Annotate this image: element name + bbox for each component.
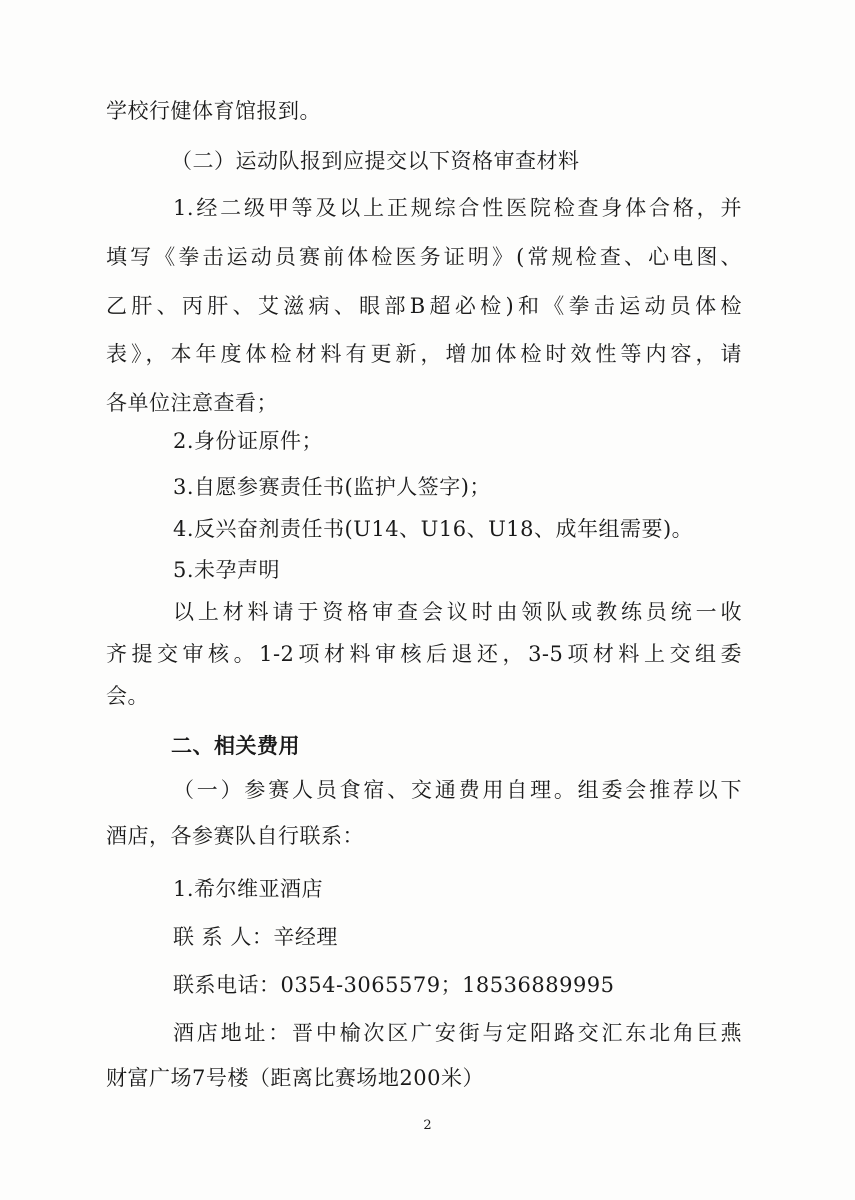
expense-paragraph-line-1: （一）参赛人员食宿、交通费用自理。组委会推荐以下 — [173, 778, 742, 802]
list-item-2: 2.身份证原件； — [173, 429, 324, 453]
page-number: 2 — [423, 1118, 432, 1133]
hotel-address-line-2: 财富广场7号楼（距离比赛场地200米） — [106, 1066, 484, 1090]
hotel-address-line-1: 酒店地址：晋中榆次区广安街与定阳路交汇东北角巨燕 — [173, 1021, 742, 1045]
submission-note-line-3: 会。 — [106, 684, 149, 708]
paragraph-line-1: 学校行健体育馆报到。 — [106, 99, 321, 123]
section-heading-2-2: （二）运动队报到应提交以下资格审查材料 — [171, 149, 580, 173]
list-item-1-line-2: 填写《拳击运动员赛前体检医务证明》(常规检查、心电图、 — [106, 245, 742, 269]
hotel-contact-person: 联 系 人：辛经理 — [173, 925, 338, 949]
list-item-1-line-4: 表》，本年度体检材料有更新，增加体检时效性等内容，请 — [106, 342, 742, 366]
list-item-3: 3.自愿参赛责任书(监护人签字)； — [173, 475, 491, 499]
hotel-name: 1.希尔维亚酒店 — [173, 877, 324, 901]
hotel-phone: 联系电话：0354-3065579；18536889995 — [173, 973, 615, 997]
submission-note-line-1: 以上材料请于资格审查会议时由领队或教练员统一收 — [173, 600, 742, 624]
section-heading-2: 二、相关费用 — [171, 733, 300, 758]
list-item-1-line-3: 乙肝、丙肝、艾滋病、眼部B超必检)和《拳击运动员体检 — [106, 294, 742, 318]
list-item-5: 5.未孕声明 — [173, 558, 281, 582]
list-item-4: 4.反兴奋剂责任书(U14、U16、U18、成年组需要)。 — [173, 517, 694, 541]
submission-note-line-2: 齐提交审核。1-2项材料审核后退还，3-5项材料上交组委 — [106, 642, 742, 666]
list-item-1-line-1: 1.经二级甲等及以上正规综合性医院检查身体合格，并 — [173, 196, 742, 220]
expense-paragraph-line-2: 酒店，各参赛队自行联系： — [106, 824, 364, 848]
list-item-1-line-5: 各单位注意查看； — [106, 391, 278, 415]
